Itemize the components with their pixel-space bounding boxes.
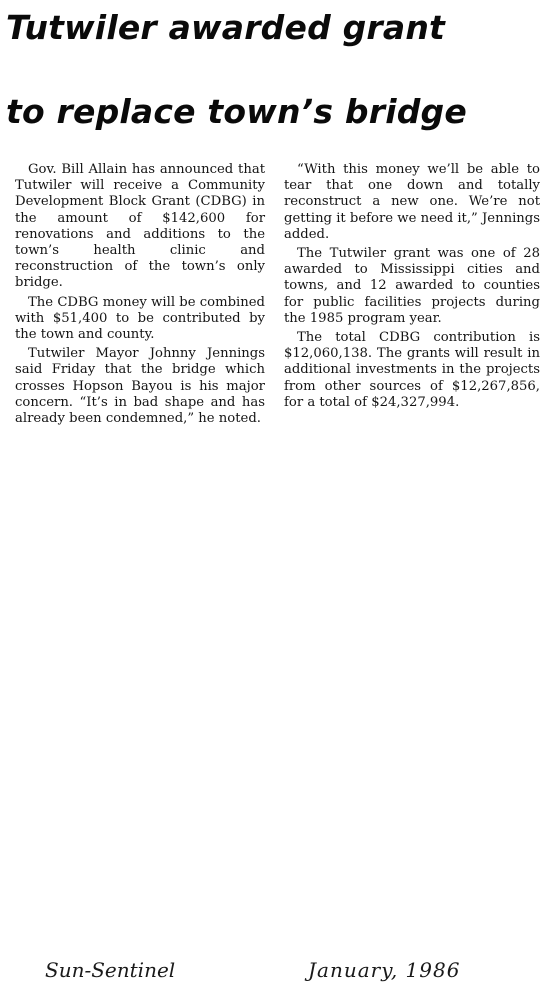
article-column-left [15, 162, 265, 429]
paragraph-announcement: Gov. Bill Allain has announced that Tutwiler will receive a Community Development Block Grant (CDBG) in the amount of $142,600 for renovations and additions to the town’s health clinic and reconstruction of the town’s only bridge. [15, 162, 265, 291]
handwritten-source-note: Sun-Sentinel [45, 958, 176, 982]
article-column-right [284, 162, 540, 413]
paragraph-cdbg-contribution: The CDBG money will be combined with $51,400 to be contributed by the town and county. [15, 294, 265, 343]
paragraph-jennings-quote: “With this money we’ll be able to tear that one down and totally reconstruct a new one. We’re not getting it before we need it,” Jennings added. [284, 162, 540, 242]
paragraph-mayor-quote: Tutwiler Mayor Johnny Jennings said Friday that the bridge which crosses Hopson Bayou is his major concern. “It’s in bad shape and has already been condemned,” he noted. [15, 346, 265, 427]
handwritten-date-note: January, 1986 [308, 958, 461, 982]
paragraph-total-contribution: The total CDBG contribution is $12,060,138. The grants will result in additional investments in the projects from other sources of $12,267,856, for a total of $24,327,994. [284, 330, 540, 410]
headline-line-2: to replace town’s bridge [6, 92, 467, 131]
paragraph-grant-count: The Tutwiler grant was one of 28 awarded to Mississippi cities and towns, and 12 awarded to counties for public facilities projects during the 1985 program year. [284, 246, 540, 326]
headline-line-1: Tutwiler awarded grant [6, 8, 446, 47]
